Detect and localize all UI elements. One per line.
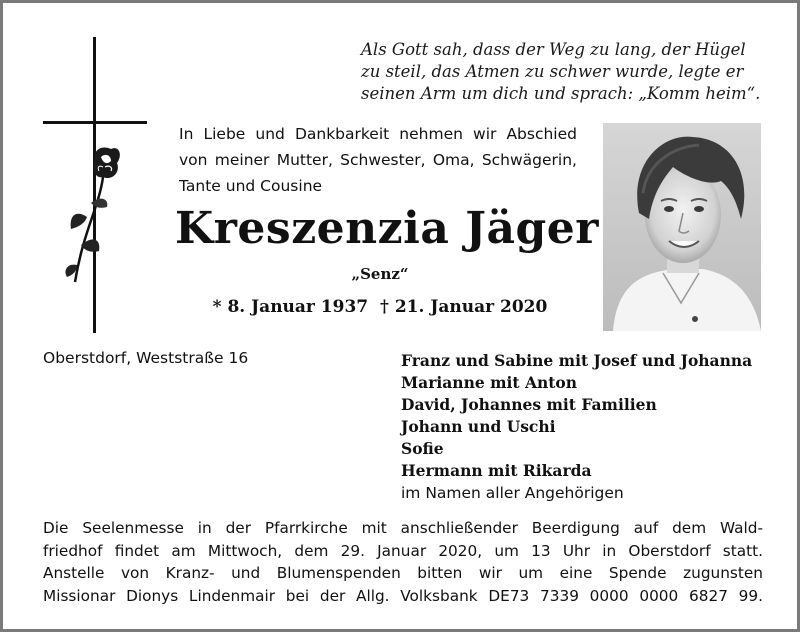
- quote-line: seinen Arm um dich und sprach: „Komm heim“.: [361, 84, 761, 103]
- quote-line: zu steil, das Atmen zu schwer wurde, legte er: [361, 62, 744, 81]
- death-date: † 21. Januar 2020: [380, 297, 548, 317]
- memorial-quote: [361, 39, 771, 105]
- life-dates: [175, 297, 585, 317]
- service-notice: [43, 517, 763, 607]
- deceased-nickname: „Senz“: [351, 265, 409, 283]
- mourner-entry: Sofie: [401, 439, 444, 458]
- mourner-entry: Franz und Sabine mit Josef und Johanna: [401, 351, 753, 370]
- notice-line: Die Seelenmesse in der Pfarrkirche mit anschließender Beerdigung auf dem Wald-: [43, 519, 763, 537]
- deceased-name: Kreszenzia Jäger: [175, 203, 599, 254]
- mourner-entry: Hermann mit Rikarda: [401, 461, 592, 480]
- mourner-entry: David, Johannes mit Familien: [401, 395, 657, 414]
- birth-date: * 8. Januar 1937: [212, 297, 369, 317]
- family-address: Oberstdorf, Weststraße 16: [43, 349, 249, 367]
- mourners-closing: im Namen aller Angehörigen: [401, 484, 624, 502]
- intro-text: In Liebe und Dankbarkeit nehmen wir Abschied von meiner Mutter, Schwester, Oma, Schwägerin, Tante und Cousine: [179, 125, 577, 195]
- portrait-photo: [603, 123, 761, 331]
- mourner-entry: Johann und Uschi: [401, 417, 556, 436]
- mourner-entry: Marianne mit Anton: [401, 373, 578, 392]
- mourners-list: [401, 350, 771, 504]
- notice-line: Anstelle von Kranz- und Blumenspenden bitten wir um eine Spende zugunsten: [43, 564, 763, 582]
- notice-line: friedhof findet am Mittwoch, dem 29. Januar 2020, um 13 Uhr in Oberstdorf statt.: [43, 541, 763, 560]
- cross-with-rose-icon: [41, 37, 149, 333]
- quote-line: Als Gott sah, dass der Weg zu lang, der Hügel: [361, 40, 746, 59]
- notice-line: Missionar Dionys Lindenmair bei der Allg. Volksbank DE73 7339 0000 0000 6827 99.: [43, 586, 763, 605]
